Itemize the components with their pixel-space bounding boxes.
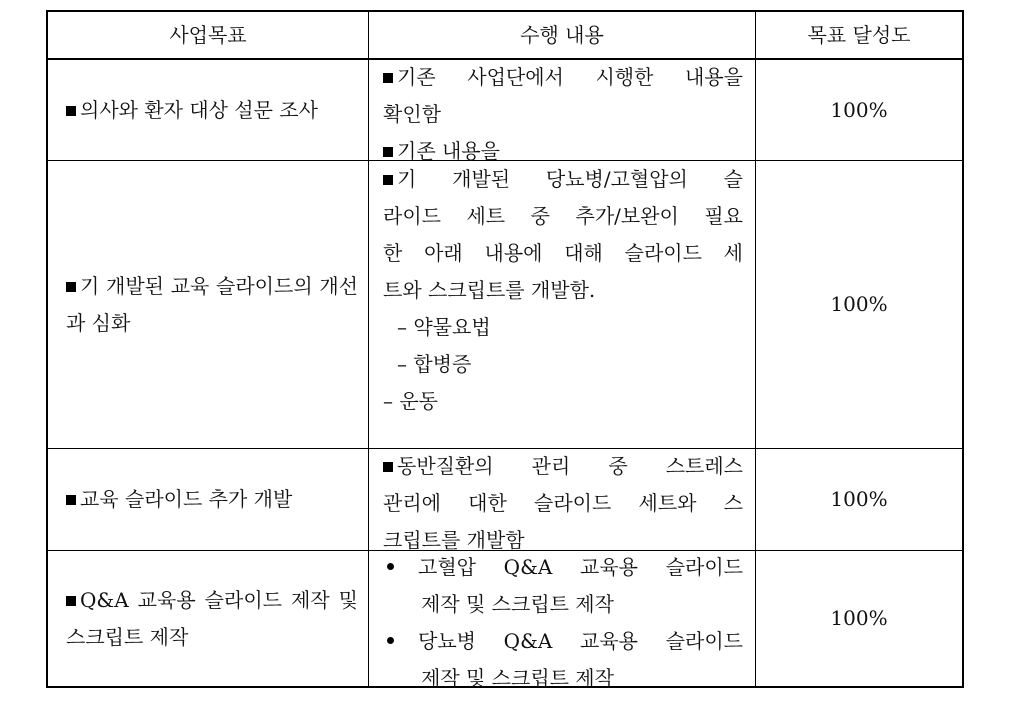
row1-goal <box>48 60 368 160</box>
content-line: 크립트를 개발함 <box>383 528 525 552</box>
content-line: – 약물요법 <box>397 315 491 339</box>
header-achievement <box>756 12 962 58</box>
content-line: 확인함 <box>383 102 441 126</box>
content-line: 동반질환의 관리 중 스트레스 <box>397 454 743 478</box>
row1-content <box>369 59 755 163</box>
square-bullet-icon <box>66 596 76 606</box>
content-line: 트와 스크립트를 개발함. <box>383 278 596 302</box>
row4-goal <box>48 551 368 686</box>
content-line: – 운동 <box>383 389 438 413</box>
row3-achievement <box>756 449 962 550</box>
achievement-value: 100% <box>830 606 888 630</box>
content-line: 라이드 세트 중 추가/보완이 필요 <box>383 204 743 228</box>
header-achievement-label: 목표 달성도 <box>807 22 911 47</box>
row1-achievement <box>756 60 962 160</box>
content-line: 기 개발된 당뇨병/고혈압의 슬 <box>397 167 743 191</box>
row2-goal <box>48 161 368 448</box>
goals-table <box>46 10 964 688</box>
content-line: 제작 및 스크립트 제작 <box>421 666 614 690</box>
content-line: – 합병증 <box>397 352 472 376</box>
content-line: 고혈압 Q&A 교육용 슬라이드 <box>418 555 743 579</box>
square-bullet-icon <box>383 175 393 185</box>
content-line: 한 아래 내용에 대해 슬라이드 세 <box>383 241 743 265</box>
row3-goal-text: 교육 슬라이드 추가 개발 <box>80 487 293 511</box>
content-line: 관리에 대한 슬라이드 세트와 스 <box>383 491 743 515</box>
header-content <box>369 12 755 58</box>
achievement-value: 100% <box>830 292 888 316</box>
square-bullet-icon <box>383 73 393 83</box>
row4-achievement <box>756 551 962 686</box>
bullet-dot-icon <box>387 637 394 644</box>
row2-goal-text: 기 개발된 교육 슬라이드의 개선과 심화 <box>66 273 358 335</box>
row4-content <box>369 549 755 690</box>
row2-achievement <box>756 161 962 448</box>
achievement-value: 100% <box>830 97 888 122</box>
header-goal-label: 사업목표 <box>169 22 247 47</box>
content-line: 당뇨병 Q&A 교육용 슬라이드 <box>418 629 743 653</box>
square-bullet-icon <box>383 462 393 472</box>
row4-goal-text: Q&A 교육용 슬라이드 제작 및 스크립트 제작 <box>66 587 358 649</box>
row3-content <box>369 448 755 550</box>
achievement-value: 100% <box>830 487 888 511</box>
square-bullet-icon <box>383 147 393 157</box>
bullet-dot-icon <box>387 563 394 570</box>
row1-goal-text: 의사와 환자 대상 설문 조사 <box>80 97 318 122</box>
row2-content <box>369 161 755 448</box>
content-line: 기존 사업단에서 시행한 내용을 <box>397 65 743 89</box>
header-content-label: 수행 내용 <box>520 22 604 47</box>
square-bullet-icon <box>66 282 76 292</box>
square-bullet-icon <box>66 495 76 505</box>
content-line: 제작 및 스크립트 제작 <box>421 592 614 616</box>
square-bullet-icon <box>66 106 76 116</box>
header-goal <box>48 12 368 58</box>
row3-goal <box>48 449 368 550</box>
content-line: 기존 내용을 <box>397 139 500 163</box>
